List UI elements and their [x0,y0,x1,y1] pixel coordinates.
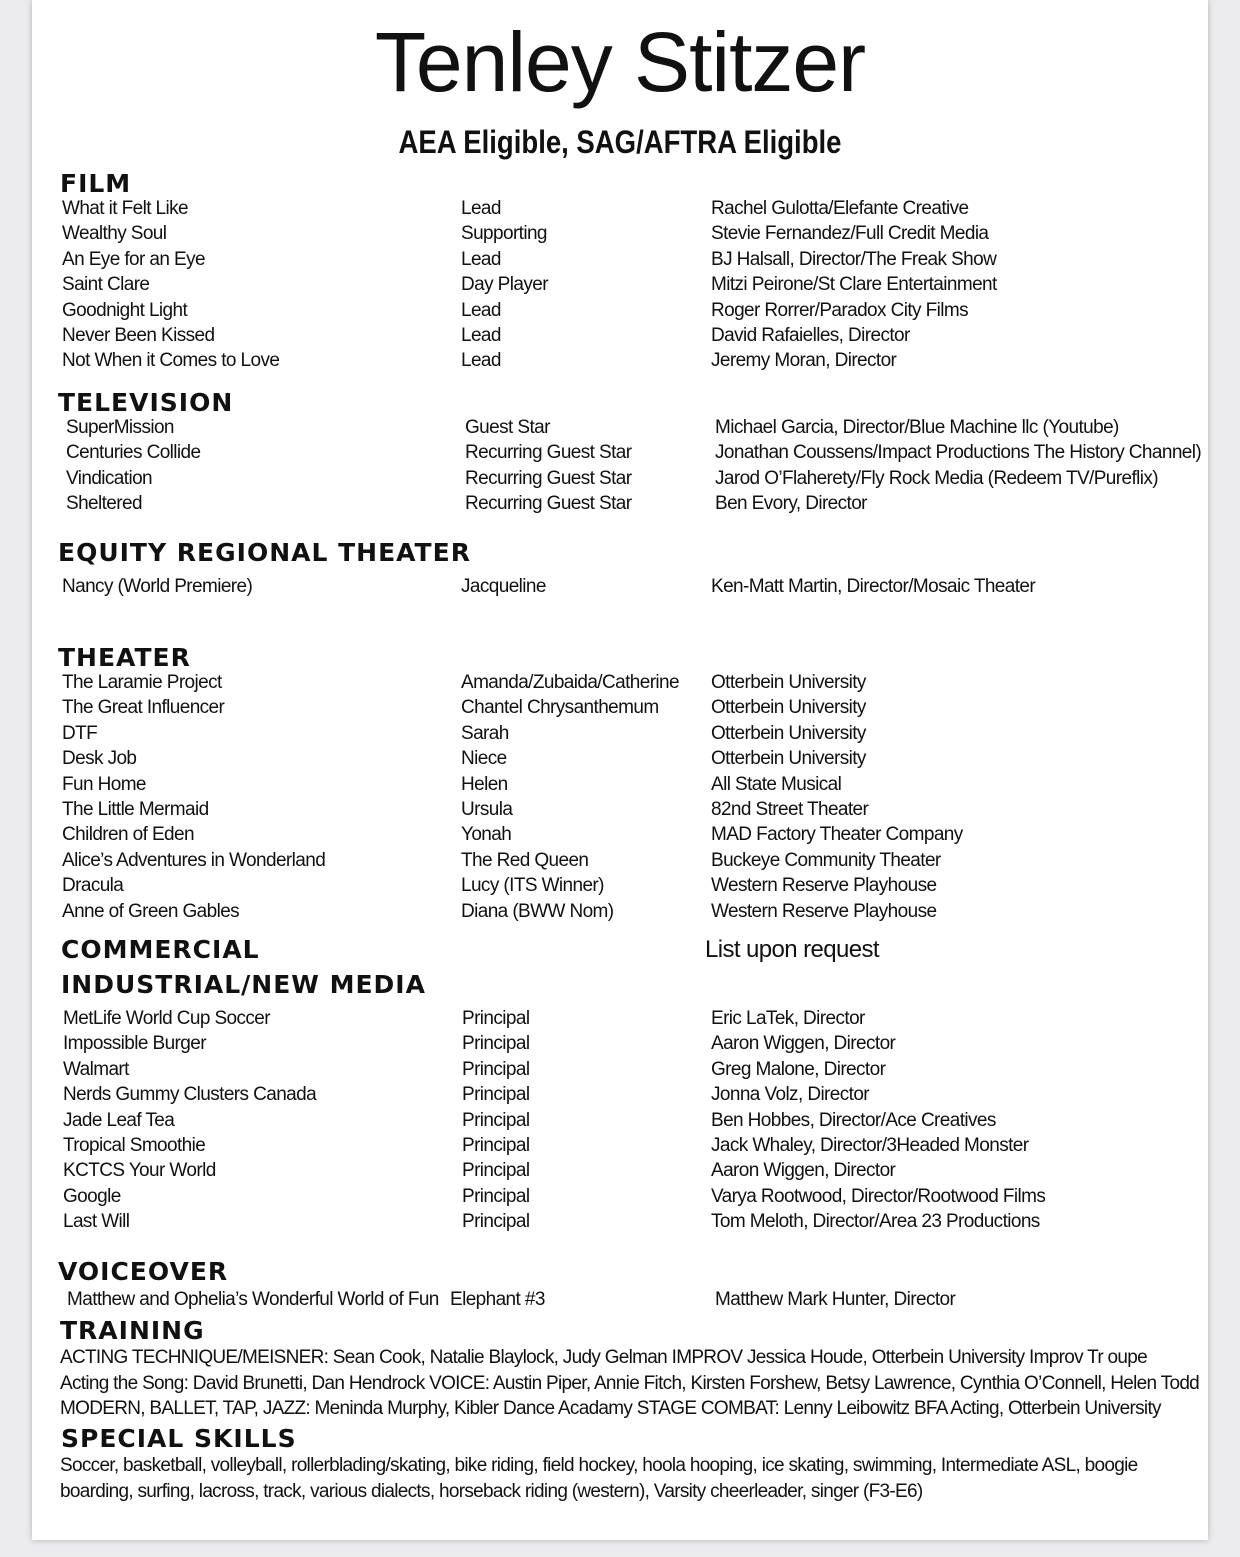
credit-company: Stevie Fernandez/Full Credit Media [711,223,989,245]
credit-row [32,848,1208,873]
credit-row [32,1006,1208,1031]
credit-row [32,1158,1208,1183]
credit-company: Greg Malone, Director [711,1058,886,1080]
credit-role: Principal [462,1058,530,1080]
credit-title: Alice’s Adventures in Wonderland [62,849,326,871]
credit-company: Ben Evory, Director [715,493,867,515]
credit-company: Otterbein University [711,672,866,693]
credit-row [32,1031,1208,1056]
credit-role: Diana (BWW Nom) [461,900,614,922]
credit-role: Lucy (ITS Winner) [461,875,604,897]
credit-role: Guest Star [465,417,550,438]
credit-title: Matthew and Ophelia’s Wonderful World of Fun [67,1289,439,1310]
credit-role: Sarah [461,722,509,744]
credit-company: Aaron Wiggen, Director [711,1160,896,1182]
credit-title: Children of Eden [62,824,194,846]
credit-role: Amanda/Zubaida/Catherine [461,672,679,693]
credit-company: Western Reserve Playhouse [711,900,937,922]
credit-role: Principal [462,1135,530,1156]
commercial-note: List upon request [705,936,879,963]
resume-page [32,0,1208,1540]
credit-role: Lead [461,325,501,346]
credit-row [32,1108,1208,1133]
credit-role: Chantel Chrysanthemum [461,697,659,719]
credit-row [32,415,1208,440]
credit-title: Dracula [62,875,124,897]
section-title-theater: THEATER [58,643,191,672]
credit-row [32,440,1208,465]
credit-row [32,574,1208,599]
credit-title: Not When it Comes to Love [62,350,280,372]
credit-role: Principal [462,1160,530,1182]
section-title-training: TRAINING [60,1316,205,1345]
credit-company: Jarod O’Flaherety/Fly Rock Media (Redeem TV/Pureflix) [715,467,1159,489]
credit-role: Jacqueline [461,576,546,597]
credit-row [32,196,1208,221]
credit-row [32,1133,1208,1158]
credit-row [32,746,1208,771]
credit-company: Roger Rorrer/Paradox City Films [711,299,968,321]
credit-role: Lead [461,350,501,372]
credit-role: Supporting [461,223,547,245]
credit-company: Jonathan Coussens/Impact Productions The History Channel) [715,442,1202,464]
credit-company: Varya Rootwood, Director/Rootwood Films [711,1185,1046,1207]
credit-row [32,721,1208,746]
credit-company: Michael Garcia, Director/Blue Machine llc (Youtube) [715,417,1119,438]
credit-title: Goodnight Light [62,299,188,321]
credit-title: Impossible Burger [63,1033,206,1055]
credit-title: Tropical Smoothie [63,1135,206,1156]
credit-row [32,772,1208,797]
credit-row [32,491,1208,516]
section-title-film: FILM [60,169,132,198]
credit-title: Saint Clare [62,274,150,296]
credit-title: Never Been Kissed [62,325,215,346]
credit-row [32,247,1208,272]
credit-role: Yonah [461,824,512,846]
section-title-industrial: INDUSTRIAL/NEW MEDIA [61,970,426,999]
credit-role: Principal [462,1033,530,1055]
credit-company: Matthew Mark Hunter, Director [715,1289,956,1310]
credit-row [32,670,1208,695]
credit-role: Principal [462,1008,530,1029]
credit-title: Centuries Collide [66,442,201,464]
credit-company: Ken-Matt Martin, Director/Mosaic Theater [711,576,1036,597]
credit-title: KCTCS Your World [63,1160,216,1182]
credit-row [32,272,1208,297]
credit-title: Wealthy Soul [62,223,167,245]
credit-company: Tom Meloth, Director/Area 23 Productions [711,1211,1040,1233]
credit-title: Jade Leaf Tea [63,1109,175,1131]
credit-company: Rachel Gulotta/Elefante Creative [711,198,969,219]
credit-company: Mitzi Peirone/St Clare Entertainment [711,274,997,296]
credit-title: Nerds Gummy Clusters Canada [63,1084,317,1106]
training-line: Acting the Song: David Brunetti, Dan Hendrock VOICE: Austin Piper, Annie Fitch, Kirsten Forshew, Betsy Lawrence, Cynthia O’Connell, Helen Todd [60,1372,1200,1394]
credit-title: What it Felt Like [62,198,189,219]
credit-company: Aaron Wiggen, Director [711,1033,896,1055]
credit-title: Sheltered [66,493,142,515]
credit-company: 82nd Street Theater [711,799,869,820]
credit-role: Recurring Guest Star [465,467,632,489]
credit-role: Lead [461,248,501,270]
credit-company: Jack Whaley, Director/3Headed Monster [711,1135,1029,1156]
section-title-special-skills: SPECIAL SKILLS [61,1424,297,1453]
credit-role: Lead [461,198,501,219]
credit-title: Nancy (World Premiere) [62,576,253,597]
credit-role: The Red Queen [461,849,589,871]
credit-row [32,873,1208,898]
skills-line: boarding, surfing, lacross, track, various dialects, horseback riding (western), Varsity cheerleader, singer (F3-E6) [60,1480,923,1502]
credit-title: Walmart [63,1058,129,1080]
credit-company: David Rafaielles, Director [711,325,910,346]
credit-row [32,1287,1208,1312]
section-title-equity: EQUITY REGIONAL THEATER [58,538,471,567]
credit-title: The Laramie Project [62,672,222,693]
credit-company: Eric LaTek, Director [711,1008,865,1029]
credit-title: DTF [62,722,98,744]
credit-title: The Little Mermaid [62,799,209,820]
credit-row [32,466,1208,491]
credit-row [32,221,1208,246]
credit-role: Day Player [461,274,548,296]
credit-title: Vindication [66,467,153,489]
union-status: AEA Eligible, SAG/AFTRA Eligible [398,124,842,160]
credit-company: Western Reserve Playhouse [711,875,937,897]
credit-title: Desk Job [62,748,137,770]
credit-company: MAD Factory Theater Company [711,824,963,846]
credit-title: Last Will [63,1211,130,1233]
section-title-voiceover: VOICEOVER [58,1257,229,1286]
credit-role: Helen [461,773,508,795]
credit-role: Ursula [461,799,513,820]
credit-company: Ben Hobbes, Director/Ace Creatives [711,1109,996,1131]
credit-title: Fun Home [62,773,146,795]
credit-row [32,1209,1208,1234]
credit-row [32,298,1208,323]
credit-company: All State Musical [711,773,842,795]
training-list [60,1345,1199,1422]
section-title-television: TELEVISION [58,388,234,417]
credit-row [32,348,1208,373]
credit-title: Google [63,1185,121,1207]
credit-row [32,1082,1208,1107]
credit-row [32,822,1208,847]
training-line: MODERN, BALLET, TAP, JAZZ: Meninda Murphy, Kibler Dance Acadamy STAGE COMBAT: Lenny Leibowitz BFA Acting, Otterbein University [60,1398,1161,1420]
credit-company: Buckeye Community Theater [711,849,941,871]
credit-role: Principal [462,1109,530,1131]
credit-role: Principal [462,1211,530,1233]
credit-company: Otterbein University [711,722,866,744]
credit-title: SuperMission [66,417,174,438]
credit-row [32,1184,1208,1209]
credit-company: BJ Halsall, Director/The Freak Show [711,248,997,270]
credit-role: Recurring Guest Star [465,493,632,515]
skills-line: Soccer, basketball, volleyball, rollerblading/skating, bike riding, field hockey, hoola hooping, ice skating, swimming, Intermediate ASL, boogie [60,1455,1138,1476]
skills-list [60,1453,1138,1504]
credit-company: Otterbein University [711,697,866,719]
credit-row [32,899,1208,924]
credit-row [32,695,1208,720]
credit-company: Otterbein University [711,748,866,770]
credit-role: Lead [461,299,501,321]
credit-role: Principal [462,1185,530,1207]
actor-name: Tenley Stitzer [374,15,866,109]
credit-title: An Eye for an Eye [62,248,205,270]
section-title-commercial: COMMERCIAL [61,935,260,964]
credit-title: MetLife World Cup Soccer [63,1008,271,1029]
credit-row [32,323,1208,348]
credit-company: Jonna Volz, Director [711,1084,870,1106]
credit-role: Recurring Guest Star [465,442,632,464]
credit-role: Niece [461,748,507,770]
credit-title: Anne of Green Gables [62,900,240,922]
credit-row [32,797,1208,822]
credit-row [32,1057,1208,1082]
credit-company: Jeremy Moran, Director [711,350,897,372]
training-line: ACTING TECHNIQUE/MEISNER: Sean Cook, Natalie Blaylock, Judy Gelman IMPROV Jessica Houde, Otterbein University Improv Tr oupe [60,1347,1148,1368]
credit-title: The Great Influencer [62,697,225,719]
credit-role: Principal [462,1084,530,1106]
credit-role: Elephant #3 [450,1289,545,1310]
